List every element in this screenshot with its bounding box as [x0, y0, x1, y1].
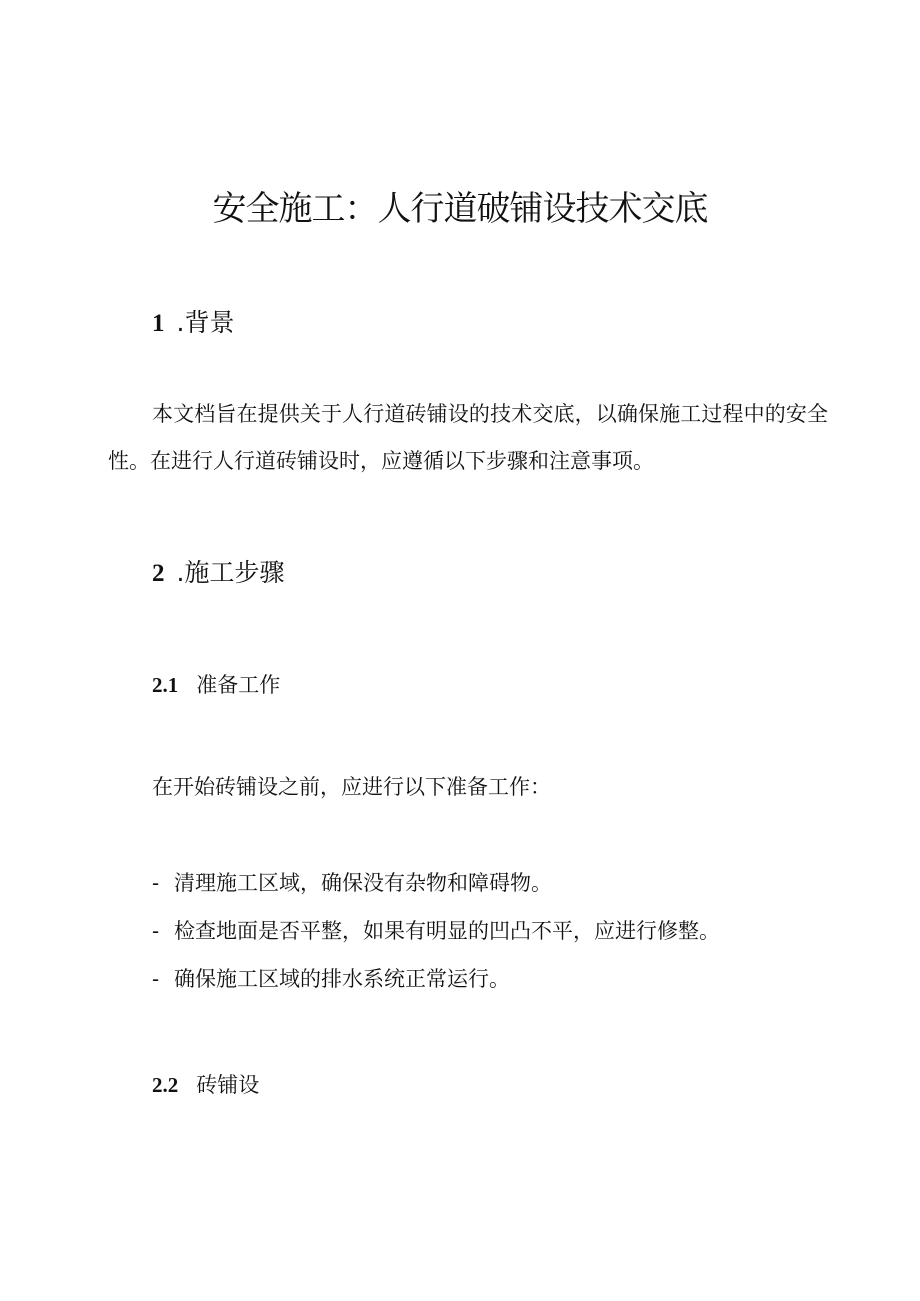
section-heading-construction-steps	[152, 556, 284, 591]
background-paragraph: 本文档旨在提供关于人行道砖铺设的技术交底，以确保施工过程中的安全性。在进行人行道砖铺设时，应遵循以下步骤和注意事项。	[108, 402, 828, 473]
subsection-number: 2.2	[152, 1073, 179, 1097]
document-title: 安全施工：人行道破铺设技术交底	[212, 189, 708, 229]
section-number: 2	[152, 560, 165, 587]
subsection-number: 2.1	[152, 673, 179, 697]
list-item-marker: -	[152, 871, 160, 895]
list-item-text: 清理施工区域，确保没有杂物和障碍物。	[174, 871, 552, 895]
preparation-intro: 在开始砖铺设之前，应进行以下准备工作：	[152, 775, 551, 799]
subsection-heading-preparation	[152, 670, 280, 700]
subsection-heading-text: 准备工作	[196, 673, 281, 697]
list-item	[152, 964, 510, 994]
section-number: 1	[152, 310, 165, 337]
list-item	[152, 916, 720, 946]
subsection-heading-text: 砖铺设	[196, 1073, 260, 1097]
subsection-heading-brick-laying	[152, 1070, 259, 1100]
list-item-text: 确保施工区域的排水系统正常运行。	[174, 967, 510, 991]
list-item-text: 检查地面是否平整，如果有明显的凹凸不平，应进行修整。	[174, 919, 720, 943]
section-heading-text: .施工步骤	[176, 558, 285, 587]
list-item-marker: -	[152, 919, 160, 943]
section-heading-background	[152, 306, 234, 341]
list-item-marker: -	[152, 967, 160, 991]
list-item	[152, 868, 552, 898]
section-heading-text: .背景	[176, 308, 235, 337]
